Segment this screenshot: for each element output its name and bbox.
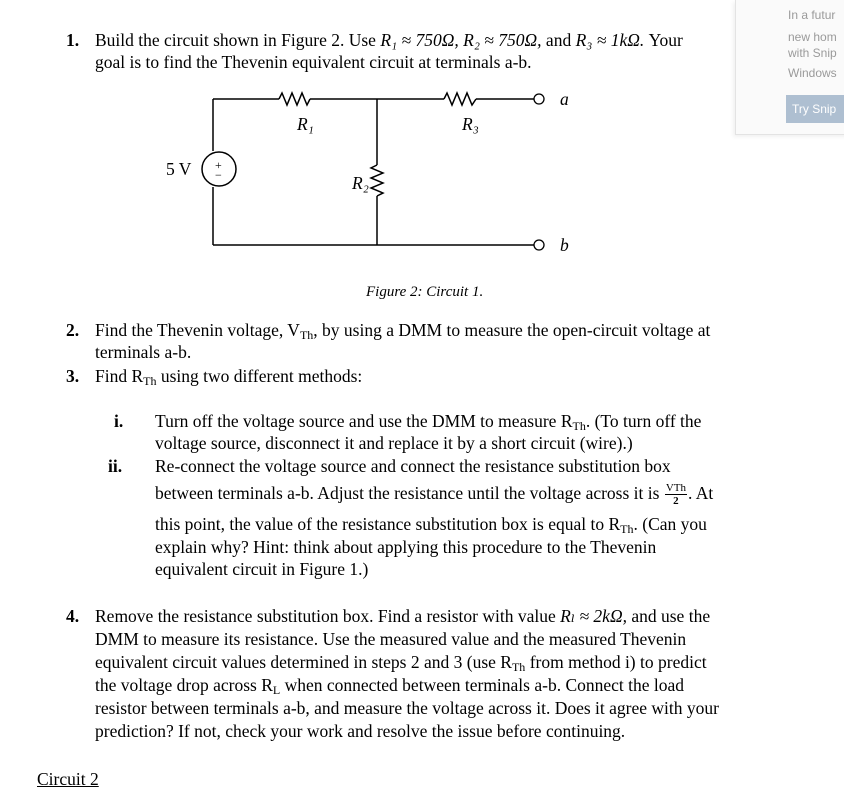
step-2-text: Find the Thevenin voltage, V xyxy=(95,320,300,340)
label-terminal-a: a xyxy=(560,89,569,109)
resistor-r1 xyxy=(279,93,310,105)
method-ii-line-1: Re-connect the voltage source and connect the resistance substitution box xyxy=(155,456,671,476)
snip-line-4: Windows xyxy=(788,66,837,80)
method-ii-text-3-end: . (Can you xyxy=(633,514,707,534)
step-4-line-5: resistor between terminals a-b, and measure the voltage across it. Does it agree with your xyxy=(95,698,719,718)
vth-over-2-fraction xyxy=(665,482,687,507)
method-ii-number: ii. xyxy=(108,456,123,476)
source-minus: − xyxy=(215,168,222,182)
step-4-text-1: Remove the resistance substitution box. Find a resistor with value xyxy=(95,606,561,626)
method-i-line-1 xyxy=(155,410,701,433)
method-i-line-2: voltage source, disconnect it and replace it by a short circuit (wire).) xyxy=(155,433,633,453)
resistor-r2 xyxy=(371,165,383,196)
resistor-r3 xyxy=(444,93,476,105)
label-source: 5 V xyxy=(166,159,192,179)
step-2-sub: Th xyxy=(299,328,314,342)
step-4-line-6: prediction? If not, check your work and resolve the issue before continuing. xyxy=(95,721,626,741)
step-4-line-3 xyxy=(95,651,707,674)
label-r2: R₂ xyxy=(352,173,369,193)
step-2-line-2: terminals a-b. xyxy=(95,342,192,362)
method-ii-line-2 xyxy=(155,482,713,507)
step-4-sub: Th xyxy=(511,660,526,674)
fraction-denominator: 2 xyxy=(673,495,679,508)
step-3-number: 3. xyxy=(66,366,80,386)
terminal-a-node xyxy=(534,94,544,104)
step-2-number: 2. xyxy=(66,320,80,340)
method-ii-text-3: this point, the value of the resistance substitution box is equal to R xyxy=(155,514,621,534)
try-snip-button[interactable]: Try Snip xyxy=(786,95,844,123)
step-3-sub: Th xyxy=(143,374,157,388)
terminal-b-node xyxy=(534,240,544,250)
step-3-line xyxy=(95,365,362,388)
step-4-text-4: the voltage drop across R xyxy=(95,675,273,695)
method-ii-line-5: equivalent circuit in Figure 1.) xyxy=(155,559,369,579)
step-4-line-2: DMM to measure its resistance. Use the measured value and the measured Thevenin xyxy=(95,629,687,649)
snip-line-1: In a futur xyxy=(788,8,836,22)
snip-popup xyxy=(735,0,844,135)
step-4-text-3: equivalent circuit values determined in steps 2 and 3 (use R xyxy=(95,652,512,672)
step-3-text: Find R xyxy=(95,366,144,386)
step-2-line-1 xyxy=(95,319,710,342)
step-4-text-4-end: when connected between terminals a-b. Connect the load xyxy=(280,675,685,695)
circuit-2-heading: Circuit 2 xyxy=(37,769,99,789)
label-terminal-b: b xyxy=(560,235,569,255)
step-1-your: Your xyxy=(648,30,683,50)
step-4-number: 4. xyxy=(66,606,80,626)
method-i-sub: Th xyxy=(572,419,586,433)
r1-value: R₁ ≈ 750Ω, xyxy=(380,30,459,50)
method-ii-line-3 xyxy=(155,513,707,536)
step-3-text-end: using two different methods: xyxy=(156,366,363,386)
source-plus: + xyxy=(215,158,222,172)
method-i-text-end: . (To turn off the xyxy=(585,411,702,431)
label-r3: R₃ xyxy=(462,114,479,134)
step-4-line-4 xyxy=(95,674,684,697)
step-1-line-2: goal is to find the Thevenin equivalent circuit at terminals a-b. xyxy=(95,52,532,72)
step-2-text-end: , by using a DMM to measure the open-circuit voltage at xyxy=(313,320,711,340)
step-4-text-1-end: and use the xyxy=(626,606,711,626)
method-ii-sub: Th xyxy=(620,522,634,536)
step-1-line-1 xyxy=(95,29,683,52)
method-ii-text-2-end: . At xyxy=(688,483,714,503)
figure-caption: Figure 2: Circuit 1. xyxy=(366,284,484,300)
snip-line-2: new hom xyxy=(788,30,837,44)
rl-value: Rₗ ≈ 2kΩ, xyxy=(560,606,627,626)
step-4-text-3-end: from method i) to predict xyxy=(525,652,707,672)
fraction-numerator: VTh xyxy=(665,482,686,495)
step-1-number: 1. xyxy=(66,30,80,50)
method-i-number: i. xyxy=(114,411,124,431)
step-4-line-1 xyxy=(95,605,710,628)
and-text: and xyxy=(545,30,572,50)
r2-value: R₂ ≈ 750Ω, xyxy=(463,30,542,50)
snip-line-3: with Snip xyxy=(788,46,837,60)
step-1-text: Build the circuit shown in Figure 2. Use xyxy=(95,30,381,50)
method-ii-text-2: between terminals a-b. Adjust the resistance until the voltage across it is xyxy=(155,483,664,503)
step-4-sub-l: L xyxy=(272,683,281,697)
method-i-text: Turn off the voltage source and use the DMM to measure R xyxy=(155,411,573,431)
label-r1: R₁ xyxy=(297,114,314,134)
method-ii-line-4: explain why? Hint: think about applying this procedure to the Thevenin xyxy=(155,537,657,557)
r3-value: R₃ ≈ 1kΩ. xyxy=(575,30,645,50)
